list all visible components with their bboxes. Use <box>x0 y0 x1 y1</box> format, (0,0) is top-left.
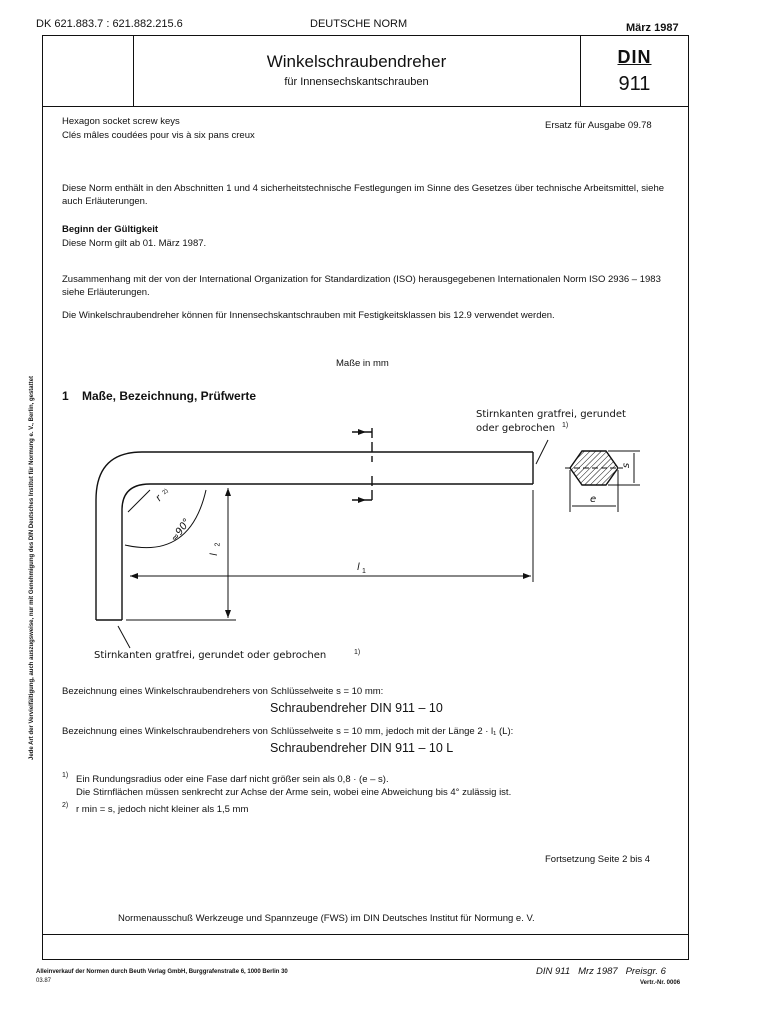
bottom-edge-note: Stirnkanten gratfrei, gerundet oder gebrochen <box>94 650 327 661</box>
l2-label-sub: 2 <box>214 542 222 547</box>
hex-s-label: s <box>621 462 633 469</box>
units-note: Maße in mm <box>336 358 389 369</box>
committee-divider <box>42 934 689 935</box>
document-subtitle: für Innensechskantschrauben <box>284 76 429 88</box>
footnote1-line2: Die Stirnflächen müssen senkrecht zur Achse der Arme sein, wobei eine Abweichung bis 4° zulässig ist. <box>76 787 512 798</box>
footnote2-text: r min = s, jedoch nicht kleiner als 1,5 mm <box>76 804 249 815</box>
arrow-l1-left <box>130 573 138 579</box>
key-inner-edge <box>122 484 533 620</box>
footnote1-line1: Ein Rundungsradius oder eine Fase darf nicht größer sein als 0,8 · (e – s). <box>76 774 389 785</box>
issue-date: März 1987 <box>626 22 679 34</box>
replaces-note: Ersatz für Ausgabe 09.78 <box>545 120 652 131</box>
top-note-leader <box>536 440 548 464</box>
din-label: DIN <box>617 47 652 67</box>
radius-label-ref: 2) <box>161 487 170 497</box>
edition-code: 03.87 <box>36 978 52 984</box>
top-edge-note-ref: 1) <box>562 422 569 429</box>
hex-e-label: e <box>590 494 597 505</box>
l1-label-sub: 1 <box>362 568 366 575</box>
continuation-note: Fortsetzung Seite 2 bis 4 <box>545 854 651 865</box>
designation-line1: Bezeichnung eines Winkelschraubendrehers von Schlüsselweite s = 10 mm: <box>62 686 384 697</box>
footnote2-mark: 2) <box>62 802 69 809</box>
committee-line: Normenausschuß Werkzeuge und Spannzeuge (FWS) im DIN Deutsches Institut für Normung e. V. <box>118 913 535 924</box>
l1-label: l <box>357 562 360 573</box>
safety-paragraph: Diese Norm enthält in den Abschnitten 1 und 4 sicherheitstechnische Festlegungen im Sinne des Gesetzes über technische Arbeitsmittel, siehe auch Erläuterungen. <box>62 183 665 207</box>
distribution-note: Alleinverkauf der Normen durch Beuth Verlag GmbH, Burggrafenstraße 6, 1000 Berlin 30 <box>36 969 288 975</box>
radius-leader <box>128 490 150 512</box>
french-title: Clés mâles coudées pour vis à six pans creux <box>62 130 255 141</box>
top-edge-note-line1: Stirnkanten gratfrei, gerundet <box>476 409 626 420</box>
section-number: 1 <box>62 389 69 403</box>
norm-type: DEUTSCHE NORM <box>310 18 408 30</box>
designation-code1: Schraubendreher DIN 911 – 10 <box>270 701 443 715</box>
strength-paragraph: Die Winkelschraubendreher können für Innensechskantschrauben mit Festigkeitsklassen bis 12.9 verwendet werden. <box>62 310 555 321</box>
english-title: Hexagon socket screw keys <box>62 116 180 127</box>
footnote1-mark: 1) <box>62 772 69 779</box>
bottom-edge-note-ref: 1) <box>354 649 361 656</box>
document-title: Winkelschraubendreher <box>266 52 447 71</box>
arrow-section-bottom <box>358 497 366 503</box>
key-outer-edge <box>96 452 533 620</box>
din-number: 911 <box>618 73 651 95</box>
arrow-l2-bottom <box>225 610 231 618</box>
din-reference: DIN 911 Mrz 1987 Preisgr. 6 <box>536 966 666 977</box>
designation-line2: Bezeichnung eines Winkelschraubendrehers von Schlüsselweite s = 10 mm, jedoch mit der Länge 2 · l₁ (L): <box>62 726 514 737</box>
arrow-l2-top <box>225 488 231 496</box>
bottom-note-leader <box>118 626 130 648</box>
iso-paragraph: Zusammenhang mit der von der International Organization for Standardization (ISO) herausgegebenen Internationalen Norm ISO 2936 – 1983 siehe Erläuterungen. <box>62 274 661 298</box>
radius-label: r <box>153 493 165 504</box>
copyright-side-text: Jede Art der Vervielfältigung, auch auszugsweise, nur mit Genehmigung des DIN Deutsches Institut für Normung e. V., Berlin, gestattet <box>29 376 35 760</box>
sales-number: Vertr.-Nr. 0006 <box>640 980 681 986</box>
l2-label: l <box>208 553 220 556</box>
designation-code2: Schraubendreher DIN 911 – 10 L <box>270 741 454 755</box>
validity-text: Diese Norm gilt ab 01. März 1987. <box>62 238 207 249</box>
arrow-l1-right <box>523 573 531 579</box>
dk-classification: DK 621.883.7 : 621.882.215.6 <box>36 18 183 30</box>
angle-label: ≈90° <box>169 516 194 545</box>
validity-heading: Beginn der Gültigkeit <box>62 224 159 235</box>
top-edge-note-line2: oder gebrochen <box>476 423 556 434</box>
arrow-section-top <box>358 429 366 435</box>
section-title: Maße, Bezeichnung, Prüfwerte <box>82 389 257 403</box>
angle-arc <box>125 487 206 548</box>
